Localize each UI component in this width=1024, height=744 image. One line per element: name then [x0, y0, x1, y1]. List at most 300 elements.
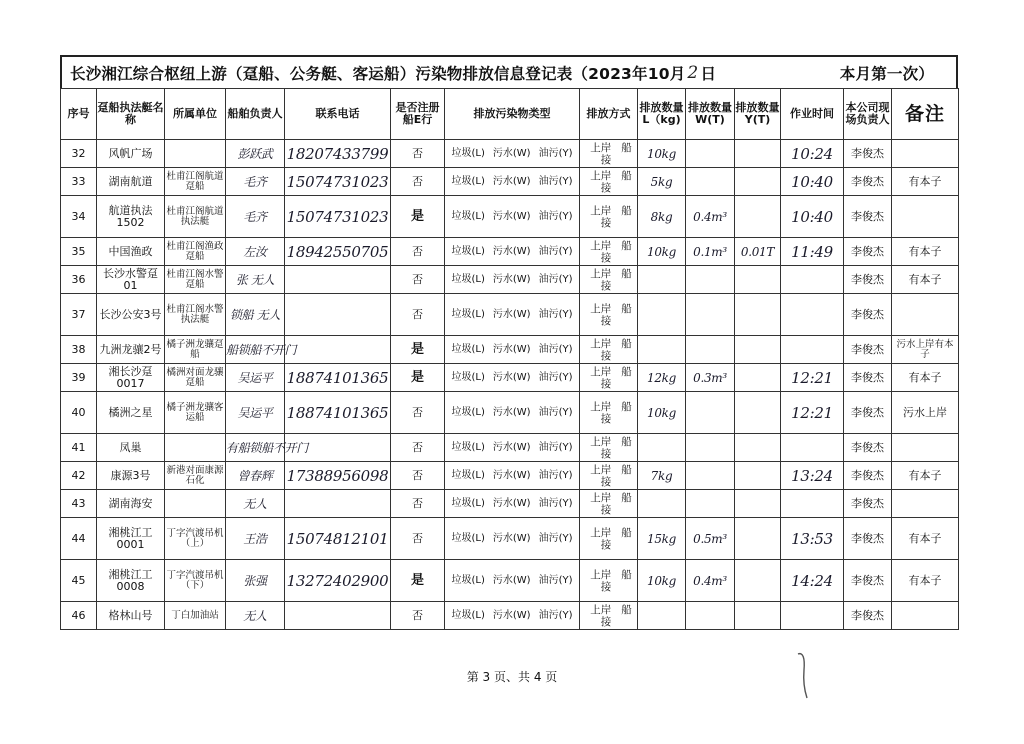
- pollutant-type-label: 污水(W): [492, 148, 531, 159]
- pollutant-type-label: 污水(W): [492, 407, 531, 418]
- pollutant-types: [445, 518, 580, 560]
- method-label: 船接: [600, 267, 632, 292]
- time-handwritten: 14:24: [781, 560, 844, 602]
- remark: [892, 602, 959, 630]
- vessel-owner-handwritten: 毛齐: [226, 168, 285, 196]
- pollutant-type-label: 污水(W): [492, 309, 531, 320]
- registered-flag: 否: [391, 462, 445, 490]
- pollutant-types: [445, 196, 580, 238]
- title-period: 本月第一次）: [839, 64, 934, 83]
- method-label: 船接: [600, 337, 632, 362]
- method-label: 上岸: [590, 526, 612, 539]
- vessel-name: 湘长沙趸0017: [97, 364, 165, 392]
- phone-handwritten: 18874101365: [285, 392, 391, 434]
- header-owner: 船舶负责人: [226, 89, 285, 140]
- method-label: 上岸: [590, 603, 612, 616]
- phone-handwritten: 15074812101: [285, 518, 391, 560]
- vessel-owner-handwritten: 张强: [226, 560, 285, 602]
- table-row: [61, 266, 959, 294]
- vessel-name: 风帆广场: [97, 140, 165, 168]
- table-row: [61, 392, 959, 434]
- table-row: [61, 196, 959, 238]
- onsite-manager: 李俊杰: [844, 434, 892, 462]
- registered-flag: 否: [391, 490, 445, 518]
- header-qty-l: 排放数量L（kg): [638, 89, 686, 140]
- registered-flag: 否: [391, 518, 445, 560]
- row-number: 33: [61, 168, 97, 196]
- header-row: [61, 89, 959, 140]
- remark: [892, 140, 959, 168]
- qty-w-handwritten: [686, 434, 735, 462]
- pollutant-type-label: 污水(W): [492, 610, 531, 621]
- qty-w-handwritten: [686, 490, 735, 518]
- discharge-method: [580, 168, 638, 196]
- phone-handwritten: 13272402900: [285, 560, 391, 602]
- owning-unit: 丁字汽渡吊机（上）: [165, 518, 226, 560]
- owning-unit: [165, 434, 226, 462]
- row-number: 45: [61, 560, 97, 602]
- title-handwritten-day: 2: [687, 62, 699, 83]
- pollutant-type-label: 垃圾(L): [451, 309, 485, 320]
- registered-flag: 是: [391, 196, 445, 238]
- header-phone: 联系电话: [285, 89, 391, 140]
- method-label: 船接: [600, 169, 632, 194]
- qty-y-handwritten: [735, 140, 781, 168]
- onsite-manager: 李俊杰: [844, 266, 892, 294]
- pollutant-types: [445, 434, 580, 462]
- vessel-owner-handwritten: 有船锁船不开门: [226, 434, 285, 462]
- qty-l-handwritten: [638, 336, 686, 364]
- pollutant-type-label: 油污(Y): [538, 575, 573, 586]
- row-number: 35: [61, 238, 97, 266]
- pollutant-type-label: 垃圾(L): [451, 498, 485, 509]
- pollutant-type-label: 垃圾(L): [451, 610, 485, 621]
- pollutant-type-label: 油污(Y): [538, 498, 573, 509]
- vessel-name: 湖南航道: [97, 168, 165, 196]
- row-number: 43: [61, 490, 97, 518]
- vessel-name: 长沙水警趸01: [97, 266, 165, 294]
- remark: 有本子: [892, 462, 959, 490]
- pollutant-type-label: 垃圾(L): [451, 372, 485, 383]
- remark: 有本子: [892, 168, 959, 196]
- pollutant-type-label: 垃圾(L): [451, 148, 485, 159]
- qty-w-handwritten: [686, 294, 735, 336]
- registered-flag: 是: [391, 364, 445, 392]
- pollutant-type-label: 垃圾(L): [451, 344, 485, 355]
- vessel-name: 湘桃江工0008: [97, 560, 165, 602]
- pollutant-types: [445, 336, 580, 364]
- vessel-name: 长沙公安3号: [97, 294, 165, 336]
- pollutant-type-label: 油污(Y): [538, 610, 573, 621]
- header-seq: 序号: [61, 89, 97, 140]
- time-handwritten: [781, 336, 844, 364]
- method-label: 上岸: [590, 267, 612, 280]
- qty-l-handwritten: 10kg: [638, 238, 686, 266]
- owning-unit: 杜甫江阁渔政趸船: [165, 238, 226, 266]
- vessel-owner-handwritten: 船锁船不开门: [226, 336, 285, 364]
- onsite-manager: 李俊杰: [844, 168, 892, 196]
- row-number: 42: [61, 462, 97, 490]
- vessel-owner-handwritten: 张 无人: [226, 266, 285, 294]
- time-handwritten: [781, 266, 844, 294]
- table-row: [61, 364, 959, 392]
- method-label: 上岸: [590, 239, 612, 252]
- method-label: 船接: [600, 239, 632, 264]
- discharge-method: [580, 392, 638, 434]
- owning-unit: 杜甫江阁水警执法艇: [165, 294, 226, 336]
- registered-flag: 否: [391, 434, 445, 462]
- qty-l-handwritten: 10kg: [638, 560, 686, 602]
- row-number: 41: [61, 434, 97, 462]
- pollutant-type-label: 油污(Y): [538, 407, 573, 418]
- method-label: 上岸: [590, 337, 612, 350]
- pollutant-types: [445, 602, 580, 630]
- vessel-owner-handwritten: 吴运平: [226, 392, 285, 434]
- method-label: 船接: [600, 141, 632, 166]
- discharge-method: [580, 364, 638, 392]
- owning-unit: 橘子洲龙骧趸船: [165, 336, 226, 364]
- pollutant-type-label: 污水(W): [492, 533, 531, 544]
- method-label: 船接: [600, 435, 632, 460]
- vessel-name: 中国渔政: [97, 238, 165, 266]
- table-row: [61, 434, 959, 462]
- pollutant-type-label: 油污(Y): [538, 211, 573, 222]
- vessel-owner-handwritten: 左汝: [226, 238, 285, 266]
- qty-y-handwritten: [735, 518, 781, 560]
- qty-w-handwritten: [686, 266, 735, 294]
- time-handwritten: 11:49: [781, 238, 844, 266]
- qty-y-handwritten: [735, 168, 781, 196]
- vessel-owner-handwritten: 锁船 无人: [226, 294, 285, 336]
- registered-flag: 否: [391, 238, 445, 266]
- qty-l-handwritten: 5kg: [638, 168, 686, 196]
- phone-handwritten: [285, 602, 391, 630]
- discharge-method: [580, 518, 638, 560]
- owning-unit: 丁字汽渡吊机（下）: [165, 560, 226, 602]
- row-number: 44: [61, 518, 97, 560]
- pollutant-type-label: 垃圾(L): [451, 470, 485, 481]
- registered-flag: 是: [391, 560, 445, 602]
- registered-flag: 否: [391, 168, 445, 196]
- registered-flag: 是: [391, 336, 445, 364]
- phone-handwritten: 18874101365: [285, 364, 391, 392]
- qty-w-handwritten: 0.3m³: [686, 364, 735, 392]
- registered-flag: 否: [391, 392, 445, 434]
- discharge-method: [580, 238, 638, 266]
- phone-handwritten: [285, 336, 391, 364]
- pollutant-type-label: 污水(W): [492, 344, 531, 355]
- method-label: 上岸: [590, 491, 612, 504]
- pollutant-type-label: 油污(Y): [538, 148, 573, 159]
- pollutant-types: [445, 490, 580, 518]
- qty-w-handwritten: 0.4m³: [686, 196, 735, 238]
- vessel-owner-handwritten: 王浩: [226, 518, 285, 560]
- qty-y-handwritten: [735, 462, 781, 490]
- phone-handwritten: 18942550705: [285, 238, 391, 266]
- owning-unit: 杜甫江阁航道执法艇: [165, 196, 226, 238]
- row-number: 40: [61, 392, 97, 434]
- remark: [892, 294, 959, 336]
- pollutant-type-label: 油污(Y): [538, 274, 573, 285]
- vessel-name: 康源3号: [97, 462, 165, 490]
- qty-y-handwritten: [735, 364, 781, 392]
- qty-y-handwritten: [735, 294, 781, 336]
- vessel-owner-handwritten: 毛齐: [226, 196, 285, 238]
- vessel-name: 橘洲之星: [97, 392, 165, 434]
- header-registered: 是否注册船E行: [391, 89, 445, 140]
- qty-w-handwritten: 0.4m³: [686, 560, 735, 602]
- qty-l-handwritten: [638, 266, 686, 294]
- onsite-manager: 李俊杰: [844, 196, 892, 238]
- vessel-name: 航道执法1502: [97, 196, 165, 238]
- pollutant-type-label: 污水(W): [492, 372, 531, 383]
- qty-l-handwritten: [638, 434, 686, 462]
- pollutant-type-label: 油污(Y): [538, 442, 573, 453]
- pollutant-types: [445, 168, 580, 196]
- pollutant-type-label: 污水(W): [492, 176, 531, 187]
- vessel-owner-handwritten: 吴运平: [226, 364, 285, 392]
- pollutant-types: [445, 294, 580, 336]
- discharge-method: [580, 602, 638, 630]
- remark: [892, 434, 959, 462]
- qty-y-handwritten: 0.01T: [735, 238, 781, 266]
- phone-handwritten: [285, 294, 391, 336]
- qty-w-handwritten: 0.5m³: [686, 518, 735, 560]
- table-row: [61, 602, 959, 630]
- onsite-manager: 李俊杰: [844, 140, 892, 168]
- method-label: 船接: [600, 568, 632, 593]
- discharge-method: [580, 490, 638, 518]
- pollutant-type-label: 油污(Y): [538, 344, 573, 355]
- row-number: 46: [61, 602, 97, 630]
- time-handwritten: [781, 490, 844, 518]
- table-row: [61, 518, 959, 560]
- method-label: 上岸: [590, 568, 612, 581]
- row-number: 34: [61, 196, 97, 238]
- time-handwritten: 10:40: [781, 168, 844, 196]
- qty-y-handwritten: [735, 490, 781, 518]
- pollutant-type-label: 垃圾(L): [451, 442, 485, 453]
- method-label: 船接: [600, 365, 632, 390]
- qty-w-handwritten: [686, 140, 735, 168]
- qty-y-handwritten: [735, 336, 781, 364]
- qty-l-handwritten: 8kg: [638, 196, 686, 238]
- onsite-manager: 李俊杰: [844, 602, 892, 630]
- vessel-name: 湘桃江工0001: [97, 518, 165, 560]
- remark: [892, 490, 959, 518]
- pollutant-type-label: 垃圾(L): [451, 274, 485, 285]
- remark: 有本子: [892, 364, 959, 392]
- onsite-manager: 李俊杰: [844, 462, 892, 490]
- page-footer: 第 3 页、共 4 页: [466, 670, 558, 684]
- discharge-method: [580, 434, 638, 462]
- discharge-method: [580, 336, 638, 364]
- row-number: 37: [61, 294, 97, 336]
- remark: 有本子: [892, 518, 959, 560]
- qty-y-handwritten: [735, 392, 781, 434]
- pollutant-type-label: 污水(W): [492, 246, 531, 257]
- table-row: [61, 168, 959, 196]
- owning-unit: 新港对面康源石化: [165, 462, 226, 490]
- pollutant-type-label: 污水(W): [492, 470, 531, 481]
- pollutant-type-label: 油污(Y): [538, 246, 573, 257]
- onsite-manager: 李俊杰: [844, 392, 892, 434]
- vessel-name: 格林山号: [97, 602, 165, 630]
- onsite-manager: 李俊杰: [844, 294, 892, 336]
- method-label: 船接: [600, 204, 632, 229]
- remark: 有本子: [892, 238, 959, 266]
- pollutant-type-label: 污水(W): [492, 211, 531, 222]
- discharge-method: [580, 462, 638, 490]
- owning-unit: 橘洲对面龙骧趸船: [165, 364, 226, 392]
- form-title: [60, 55, 958, 88]
- qty-w-handwritten: [686, 336, 735, 364]
- row-number: 38: [61, 336, 97, 364]
- onsite-manager: 李俊杰: [844, 490, 892, 518]
- pollutant-types: [445, 140, 580, 168]
- qty-y-handwritten: [735, 266, 781, 294]
- pollutant-register-table: [60, 88, 959, 630]
- time-handwritten: [781, 294, 844, 336]
- time-handwritten: 12:21: [781, 364, 844, 392]
- method-label: 上岸: [590, 463, 612, 476]
- pollutant-type-label: 油污(Y): [538, 470, 573, 481]
- registered-flag: 否: [391, 266, 445, 294]
- pollutant-types: [445, 392, 580, 434]
- phone-handwritten: 17388956098: [285, 462, 391, 490]
- pollutant-type-label: 油污(Y): [538, 372, 573, 383]
- qty-w-handwritten: [686, 462, 735, 490]
- method-label: 上岸: [590, 435, 612, 448]
- time-handwritten: 10:40: [781, 196, 844, 238]
- vessel-owner-handwritten: 无人: [226, 490, 285, 518]
- table-row: [61, 560, 959, 602]
- header-vessel: 趸船执法艇名称: [97, 89, 165, 140]
- pollutant-type-label: 垃圾(L): [451, 246, 485, 257]
- table-row: [61, 336, 959, 364]
- qty-w-handwritten: [686, 168, 735, 196]
- title-main: 长沙湘江综合枢纽上游（趸船、公务艇、客运船）污染物排放信息登记表（2023年10月: [70, 64, 686, 83]
- remark: 有本子: [892, 266, 959, 294]
- pollutant-types: [445, 560, 580, 602]
- time-handwritten: 13:53: [781, 518, 844, 560]
- registered-flag: 否: [391, 602, 445, 630]
- header-qty-w: 排放数量W(T): [686, 89, 735, 140]
- header-time: 作业时间: [781, 89, 844, 140]
- vessel-name: 凤巢: [97, 434, 165, 462]
- qty-w-handwritten: 0.1m³: [686, 238, 735, 266]
- owning-unit: [165, 490, 226, 518]
- pollutant-type-label: 垃圾(L): [451, 575, 485, 586]
- owning-unit: [165, 140, 226, 168]
- discharge-method: [580, 294, 638, 336]
- remark: 污水上岸: [892, 392, 959, 434]
- table-row: [61, 140, 959, 168]
- vessel-owner-handwritten: 无人: [226, 602, 285, 630]
- pollutant-type-label: 污水(W): [492, 575, 531, 586]
- method-label: 船接: [600, 603, 632, 628]
- method-label: 上岸: [590, 400, 612, 413]
- qty-l-handwritten: [638, 490, 686, 518]
- table-row: [61, 462, 959, 490]
- vessel-owner-handwritten: 曾春辉: [226, 462, 285, 490]
- qty-y-handwritten: [735, 434, 781, 462]
- qty-l-handwritten: 15kg: [638, 518, 686, 560]
- row-number: 36: [61, 266, 97, 294]
- method-label: 船接: [600, 526, 632, 551]
- method-label: 船接: [600, 400, 632, 425]
- owning-unit: 杜甫江阁航道趸船: [165, 168, 226, 196]
- registered-flag: 否: [391, 294, 445, 336]
- pollutant-type-label: 油污(Y): [538, 309, 573, 320]
- row-number: 32: [61, 140, 97, 168]
- time-handwritten: [781, 602, 844, 630]
- pollutant-type-label: 污水(W): [492, 274, 531, 285]
- phone-handwritten: 15074731023: [285, 196, 391, 238]
- pollutant-types: [445, 266, 580, 294]
- header-types: 排放污染物类型: [445, 89, 580, 140]
- pollutant-type-label: 油污(Y): [538, 533, 573, 544]
- qty-l-handwritten: 7kg: [638, 462, 686, 490]
- method-label: 上岸: [590, 204, 612, 217]
- header-qty-y: 排放数量Y(T): [735, 89, 781, 140]
- qty-y-handwritten: [735, 602, 781, 630]
- phone-handwritten: [285, 266, 391, 294]
- method-label: 船接: [600, 491, 632, 516]
- owning-unit: 杜甫江阁水警趸船: [165, 266, 226, 294]
- method-label: 上岸: [590, 302, 612, 315]
- method-label: 船接: [600, 463, 632, 488]
- time-handwritten: 13:24: [781, 462, 844, 490]
- qty-y-handwritten: [735, 196, 781, 238]
- header-unit: 所属单位: [165, 89, 226, 140]
- qty-y-handwritten: [735, 560, 781, 602]
- owning-unit: 丁白加油站: [165, 602, 226, 630]
- table-row: [61, 294, 959, 336]
- discharge-method: [580, 560, 638, 602]
- qty-l-handwritten: [638, 294, 686, 336]
- method-label: 上岸: [590, 365, 612, 378]
- pollutant-types: [445, 462, 580, 490]
- pollutant-type-label: 垃圾(L): [451, 407, 485, 418]
- phone-handwritten: 15074731023: [285, 168, 391, 196]
- title-day-suffix: 日: [700, 64, 717, 83]
- pollutant-type-label: 污水(W): [492, 498, 531, 509]
- phone-handwritten: [285, 490, 391, 518]
- header-onsite: 本公司现场负责人: [844, 89, 892, 140]
- remark: [892, 196, 959, 238]
- qty-w-handwritten: [686, 392, 735, 434]
- pollutant-type-label: 垃圾(L): [451, 211, 485, 222]
- pollutant-types: [445, 364, 580, 392]
- onsite-manager: 李俊杰: [844, 518, 892, 560]
- row-number: 39: [61, 364, 97, 392]
- discharge-method: [580, 266, 638, 294]
- time-handwritten: 10:24: [781, 140, 844, 168]
- time-handwritten: 12:21: [781, 392, 844, 434]
- discharge-method: [580, 196, 638, 238]
- onsite-manager: 李俊杰: [844, 336, 892, 364]
- qty-l-handwritten: 10kg: [638, 140, 686, 168]
- qty-l-handwritten: [638, 602, 686, 630]
- phone-handwritten: 18207433799: [285, 140, 391, 168]
- onsite-manager: 李俊杰: [844, 238, 892, 266]
- registered-flag: 否: [391, 140, 445, 168]
- vessel-name: 九洲龙骧2号: [97, 336, 165, 364]
- onsite-manager: 李俊杰: [844, 560, 892, 602]
- onsite-manager: 李俊杰: [844, 364, 892, 392]
- qty-w-handwritten: [686, 602, 735, 630]
